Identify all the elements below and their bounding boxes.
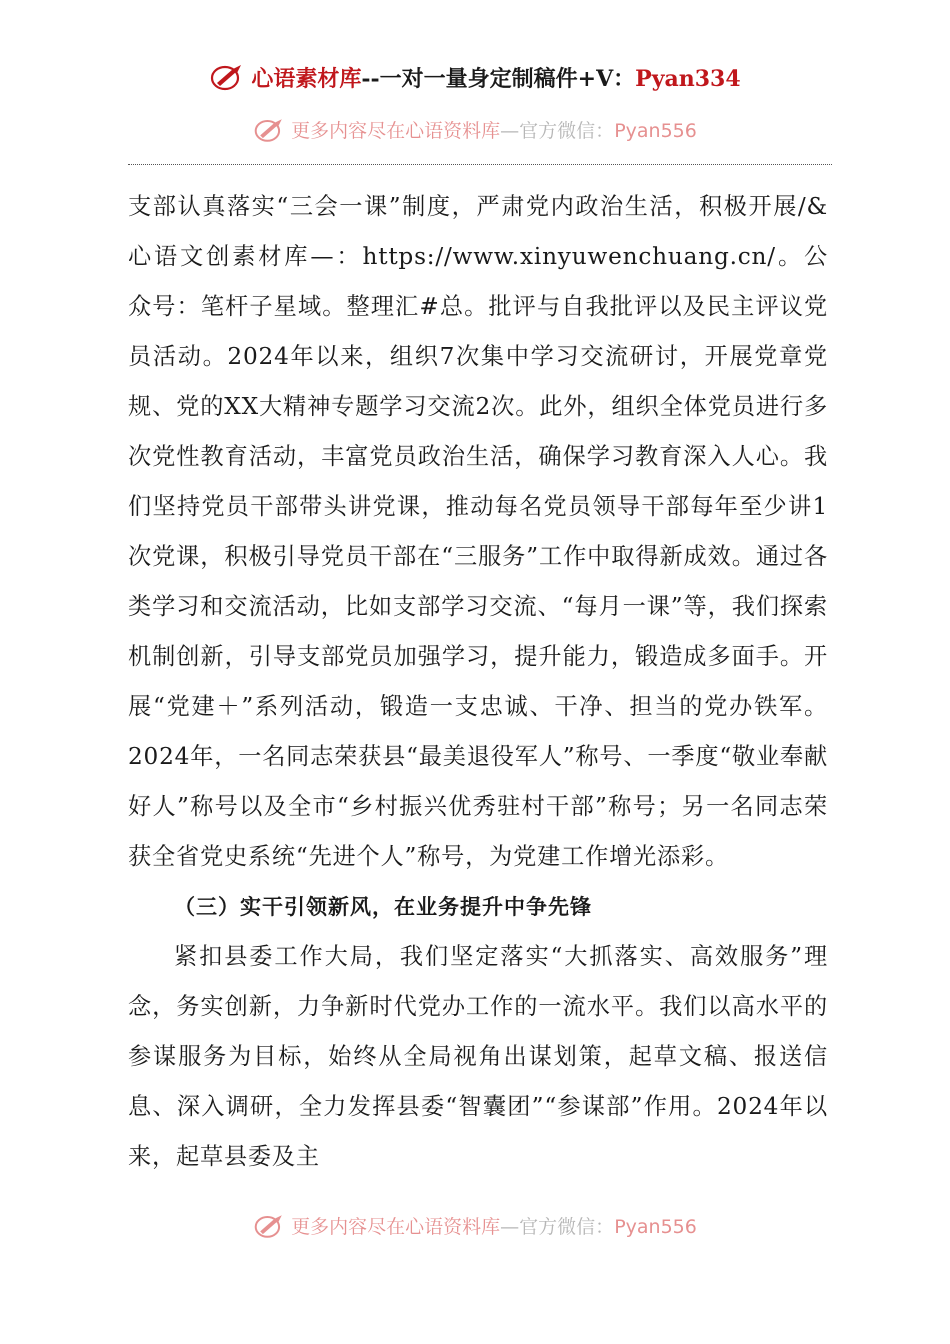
watermark-wechat-id: Pyan556 bbox=[614, 1216, 697, 1238]
watermark-top bbox=[0, 116, 950, 148]
brand-name: 心语素材库 bbox=[251, 66, 362, 92]
watermark-text: 更多内容尽在心语资料库 bbox=[291, 1216, 501, 1238]
brand-logo-icon bbox=[209, 63, 249, 97]
watermark-text: 更多内容尽在心语资料库 bbox=[291, 120, 501, 142]
brand-dashes: -- bbox=[361, 66, 380, 92]
brand-contact-id: Pyan334 bbox=[635, 66, 741, 92]
watermark-bottom bbox=[0, 1212, 950, 1244]
document-body bbox=[128, 182, 828, 1182]
header-divider bbox=[128, 164, 832, 165]
brand-banner bbox=[0, 62, 950, 97]
brand-slogan: 一对一量身定制稿件 bbox=[379, 66, 578, 92]
paragraph-business: 紧扣县委工作大局，我们坚定落实“大抓落实、高效服务”理念，务实创新，力争新时代党办工作的一流水平。我们以高水平的参谋服务为目标，始终从全局视角出谋划策，起草文稿、报送信息、深入调研，全力发挥县委“智囊团”“参谋部”作用。2024年以来，起草县委及主 bbox=[128, 943, 828, 1170]
watermark-logo-icon bbox=[253, 1213, 289, 1244]
watermark-wechat-label: —官方微信： bbox=[500, 120, 615, 142]
page-header bbox=[0, 0, 950, 168]
paragraph-party-building: 支部认真落实“三会一课”制度，严肃党内政治生活，积极开展/&心语文创素材库—：https://www.xinyuwenchuang.cn/。公众号：笔杆子星域。整理汇#总。批评与自我批评以及民主评议党员活动。2024年以来，组织7次集中学习交流研讨，开展党章党规、党的XX大精神专题学习交流2次。此外，组织全体党员进行多次党性教育活动，丰富党员政治生活，确保学习教育深入人心。我们坚持党员干部带头讲党课，推动每名党员领导干部每年至少讲1次党课，积极引导党员干部在“三服务”工作中取得新成效。通过各类学习和交流活动，比如支部学习交流、“每月一课”等，我们探索机制创新，引导支部党员加强学习，提升能力，锻造成多面手。开展“党建＋”系列活动，锻造一支忠诚、干净、担当的党办铁军。2024年，一名同志荣获县“最美退役军人”称号、一季度“敬业奉献好人”称号以及全市“乡村振兴优秀驻村干部”称号；另一名同志荣获全省党史系统“先进个人”称号，为党建工作增光添彩。 bbox=[128, 193, 828, 870]
watermark-logo-icon bbox=[253, 117, 289, 148]
section-heading-3: （三）实干引领新风，在业务提升中争先锋 bbox=[174, 895, 592, 919]
watermark-wechat-label: —官方微信： bbox=[500, 1216, 615, 1238]
watermark-wechat-id: Pyan556 bbox=[614, 120, 697, 142]
brand-contact-label: +V： bbox=[577, 66, 636, 92]
